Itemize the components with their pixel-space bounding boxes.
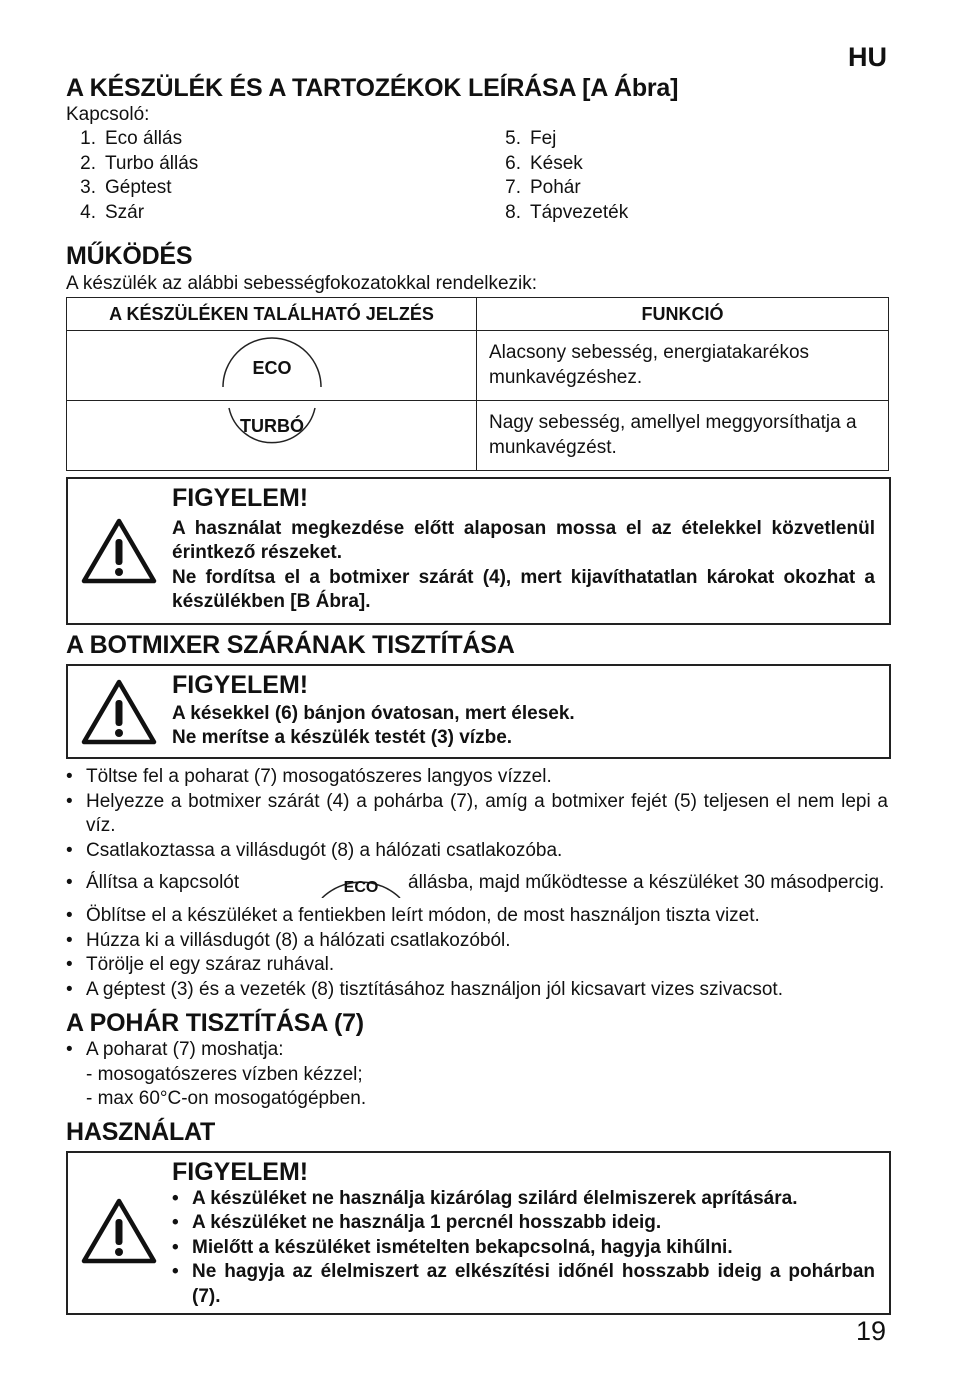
list-item: • Állítsa a kapcsolót ECO állásba, majd működtesse a készüléket 30 másodpercig. [66, 862, 888, 902]
table-cell-symbol [67, 331, 477, 401]
cleaning-steps [66, 765, 888, 863]
list-item: • Töltse fel a poharat (7) mosogatószeres langyos vízzel. [66, 766, 552, 787]
list-item: 8. Tápvezeték [505, 201, 629, 223]
warning-bullet: • A készüléket ne használja 1 percnél hosszabb ideig. [172, 1212, 662, 1234]
sub-item: - mosogatószeres vízben kézzel; [86, 1063, 363, 1085]
list-item: • A poharat (7) moshatja: [66, 1039, 284, 1060]
speed-intro: A készülék az alábbi sebességfokozatokkal rendelkezik: [66, 273, 538, 294]
warning-heading: FIGYELEM! [172, 671, 309, 699]
section-title-usage: HASZNÁLAT [66, 1118, 216, 1146]
warning-triangle-icon [80, 517, 158, 585]
warning-heading: FIGYELEM! [172, 1158, 309, 1186]
list-item: 4. Szár [80, 201, 145, 223]
language-code: HU [848, 42, 887, 72]
sub-item: - max 60°C-on mosogatógépben. [86, 1088, 367, 1109]
list-item: • Öblítse el a készüléket a fentiekben leírt módon, de most használjon tiszta vizet. [66, 905, 760, 926]
eco-switch-icon [318, 862, 404, 898]
eco-symbol-label: ECO [251, 358, 292, 378]
parts-list-right [491, 127, 628, 225]
list-item: 1. Eco állás [80, 128, 183, 149]
warning-heading: FIGYELEM! [172, 484, 309, 512]
warning-line: A késekkel (6) bánjon óvatosan, mert élesek. [172, 703, 575, 724]
warning-bullet: • A készüléket ne használja kizárólag szilárd élelmiszerek aprítására. [172, 1188, 798, 1209]
warning-text [172, 1187, 875, 1309]
warning-bullet: • Ne hagyja az élelmiszert az elkészítési időnél hosszabb ideig a pohárban (7). [172, 1261, 875, 1307]
list-item: • Helyezze a botmixer szárát (4) a pohárba (7), amíg a botmixer fejét (5) teljesen el nem lepi a víz. [66, 790, 888, 836]
warning-triangle-icon [80, 678, 158, 746]
warning-line: Ne fordítsa el a botmixer szárát (4), mert kijavíthatatlan károkat okozhat a készülékben [B Ábra]. [172, 566, 875, 613]
cup-cleaning-list [66, 1038, 888, 1112]
list-item: 3. Géptest [80, 177, 172, 198]
section-title-operation: MŰKÖDÉS [66, 242, 193, 270]
switch-intro: Kapcsoló: [66, 104, 150, 125]
table-cell-function: Alacsony sebesség, energiatakarékos munkavégzéshez. [477, 331, 889, 401]
warning-triangle-icon [80, 1197, 158, 1265]
section-title-shaft-cleaning: A BOTMIXER SZÁRÁNAK TISZTÍTÁSA [66, 631, 515, 659]
list-item: • Csatlakoztassa a villásdugót (8) a hálózati csatlakozóba. [66, 839, 563, 861]
table-header: A KÉSZÜLÉKEN TALÁLHATÓ JELZÉS [67, 298, 477, 331]
turbo-symbol-icon [217, 402, 327, 464]
warning-text [172, 702, 875, 751]
warning-line: Ne merítse a készülék testét (3) vízbe. [172, 727, 513, 749]
svg-text:ECO: ECO [343, 879, 379, 896]
section-title-description: A KÉSZÜLÉK ÉS A TARTOZÉKOK LEÍRÁSA [A Ábra] [66, 74, 679, 102]
section-title-cup-cleaning: A POHÁR TISZTÍTÁSA (7) [66, 1009, 364, 1037]
list-item: • A géptest (3) és a vezeték (8) tisztításához használjon jól kicsavart vizes szivacsot. [66, 978, 783, 1000]
warning-text [172, 517, 875, 615]
table-row [67, 331, 889, 401]
warning-box [66, 664, 891, 759]
warning-box [66, 1151, 891, 1315]
table-cell-function: Nagy sebesség, amellyel meggyorsíthatja a munkavégzést. [477, 401, 889, 471]
list-item: 2. Turbo állás [80, 152, 199, 174]
table-row [67, 401, 889, 471]
page-number: 19 [856, 1316, 887, 1346]
table-cell-symbol [67, 401, 477, 471]
cleaning-steps-continued [66, 904, 888, 1002]
list-item: 6. Kések [505, 152, 583, 174]
warning-box [66, 477, 891, 625]
speed-table [66, 297, 889, 471]
list-item: • Törölje el egy száraz ruhával. [66, 954, 335, 975]
list-item: • Húzza ki a villásdugót (8) a hálózati csatlakozóból. [66, 929, 511, 951]
eco-symbol-icon [217, 332, 327, 394]
parts-list-left [66, 127, 198, 225]
table-header: FUNKCIÓ [477, 298, 889, 331]
warning-bullet: • Mielőtt a készüléket ismételten bekapcsolná, hagyja kihűlni. [172, 1236, 733, 1258]
list-item: 7. Pohár [505, 177, 581, 198]
list-item: 5. Fej [505, 128, 557, 149]
warning-line: A használat megkezdése előtt alaposan mossa el az ételekkel közvetlenül érintkező részeket. [172, 518, 875, 564]
turbo-symbol-label: TURBÓ [239, 416, 304, 436]
